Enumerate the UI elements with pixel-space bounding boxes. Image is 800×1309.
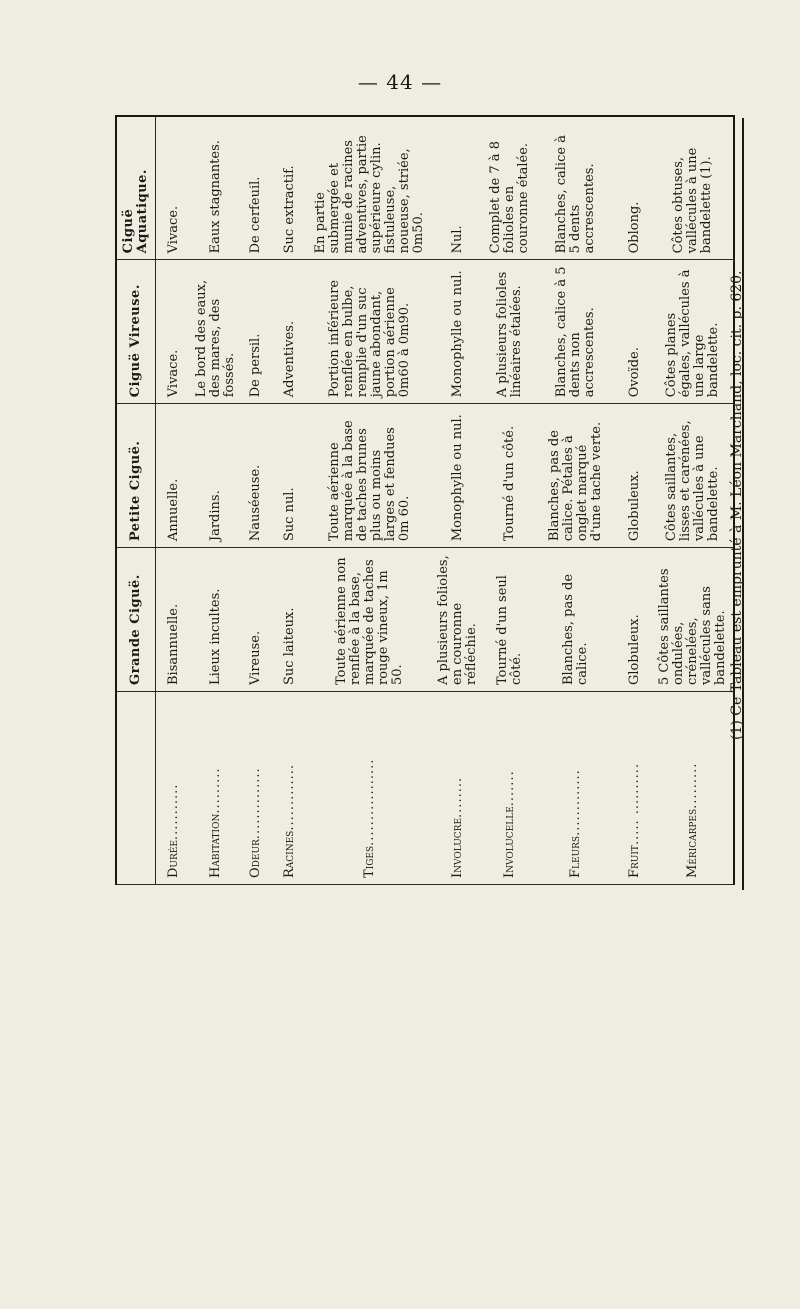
row-label: Méricarpes......... bbox=[654, 692, 734, 885]
page-number: — 44 — bbox=[357, 70, 443, 94]
table-cell: Blanches, calice à 5 dents accrescentes. bbox=[537, 116, 616, 260]
header-petite-cigue: Petite Ciguë. bbox=[116, 404, 156, 548]
row-label: Racines............. bbox=[273, 692, 307, 885]
row-label: Fruit..... .......... bbox=[616, 692, 654, 885]
table-cell: A plusieurs folioles linéaires étalées. bbox=[483, 260, 537, 404]
table-header-row bbox=[116, 116, 156, 885]
table-cell: En partie submergée et munie de racines adventives, partie supérieure cylin. fistuleuse, noueuse, striée, 0m50. bbox=[307, 116, 433, 260]
table-cell: Côtes obtuses, vallécules à une bandelette (1). bbox=[654, 116, 734, 260]
hemlock-comparison-table bbox=[115, 115, 735, 885]
table-cell: Globuleux. bbox=[616, 548, 654, 692]
table-cell: Toute aérienne marquée à la base de taches brunes plus ou moins larges et fendues 0m 60. bbox=[307, 404, 433, 548]
table-cell: Ovoïde. bbox=[616, 260, 654, 404]
table-cell: Lieux incultes. bbox=[192, 548, 239, 692]
table-cell: Toute aérienne non renflée à la base, marquée de taches rouge vineux, 1m 50. bbox=[307, 548, 433, 692]
table-cell: Blanches, calice à 5 dents non accrescentes. bbox=[537, 260, 616, 404]
comparison-table-rotated bbox=[115, 115, 735, 885]
table-cell: Tourné d'un seul côté. bbox=[483, 548, 537, 692]
table-cell: Vireuse. bbox=[239, 548, 273, 692]
table-cell: Monophylle ou nul. bbox=[433, 404, 483, 548]
header-grande-cigue: Grande Ciguë. bbox=[116, 548, 156, 692]
table-cell: Adventives. bbox=[273, 260, 307, 404]
table-cell: Suc nul. bbox=[273, 404, 307, 548]
table-cell: De persil. bbox=[239, 260, 273, 404]
row-label: Durée........... bbox=[156, 692, 192, 885]
table-cell: Suc extractif. bbox=[273, 116, 307, 260]
table-cell: Vivace. bbox=[156, 260, 192, 404]
table-cell: Monophylle ou nul. bbox=[433, 260, 483, 404]
table-row bbox=[483, 116, 537, 885]
table-cell: Complet de 7 à 8 folioles en couronne étalée. bbox=[483, 116, 537, 260]
table-row bbox=[537, 116, 616, 885]
header-cigue-aquatique: Ciguë Aquatique. bbox=[116, 116, 156, 260]
table-cell: Blanches, pas de calice. Pétales à onglet marqué d'une tache verte. bbox=[537, 404, 616, 548]
table-cell: Bisannuelle. bbox=[156, 548, 192, 692]
table-cell: Tourné d'un côté. bbox=[483, 404, 537, 548]
table-cell: Portion inférieure renflée en bulbe, remplie d'un suc jaune abondant, portion aérienne 0m60 à 0m90. bbox=[307, 260, 433, 404]
table-row bbox=[192, 116, 239, 885]
table-cell: Le bord des eaux, des mares, des fossés. bbox=[192, 260, 239, 404]
table-row bbox=[616, 116, 654, 885]
table-cell: Nauséeuse. bbox=[239, 404, 273, 548]
table-cell: Oblong. bbox=[616, 116, 654, 260]
table-cell: Annuelle. bbox=[156, 404, 192, 548]
table-cell: Suc laiteux. bbox=[273, 548, 307, 692]
table-cell: Côtes saillantes, lisses et carénées, vallécules à une bandelette. bbox=[654, 404, 734, 548]
footnote: (1) Ce Tableau est emprunté à M. Léon Marchand, loc. cit. p. 620. bbox=[729, 270, 745, 740]
table-cell: De cerfeuil. bbox=[239, 116, 273, 260]
row-label: Odeur.............. bbox=[239, 692, 273, 885]
row-label: Tiges................. bbox=[307, 692, 433, 885]
table-cell: Nul. bbox=[433, 116, 483, 260]
table-cell: Eaux stagnantes. bbox=[192, 116, 239, 260]
table-cell: Côtes planes égales, vallécules à une large bandelette. bbox=[654, 260, 734, 404]
table-cell: 5 Côtes saillantes ondulées, crénelées, vallécules sans bandelette. bbox=[654, 548, 734, 692]
row-label: Involucre........ bbox=[433, 692, 483, 885]
table-cell: Blanches, pas de calice. bbox=[537, 548, 616, 692]
header-cigue-vireuse: Ciguë Vireuse. bbox=[116, 260, 156, 404]
table-cell: A plusieurs folioles, en couronne réfléchie. bbox=[433, 548, 483, 692]
row-label: Involucelle....... bbox=[483, 692, 537, 885]
row-label: Fleurs............. bbox=[537, 692, 616, 885]
table-cell: Globuleux. bbox=[616, 404, 654, 548]
table-row bbox=[239, 116, 273, 885]
table-row bbox=[433, 116, 483, 885]
table-cell: Jardins. bbox=[192, 404, 239, 548]
table-row bbox=[156, 116, 192, 885]
row-label: Habitation......... bbox=[192, 692, 239, 885]
table-row bbox=[273, 116, 307, 885]
header-blank bbox=[116, 692, 156, 885]
table-row bbox=[307, 116, 433, 885]
table-cell: Vivace. bbox=[156, 116, 192, 260]
